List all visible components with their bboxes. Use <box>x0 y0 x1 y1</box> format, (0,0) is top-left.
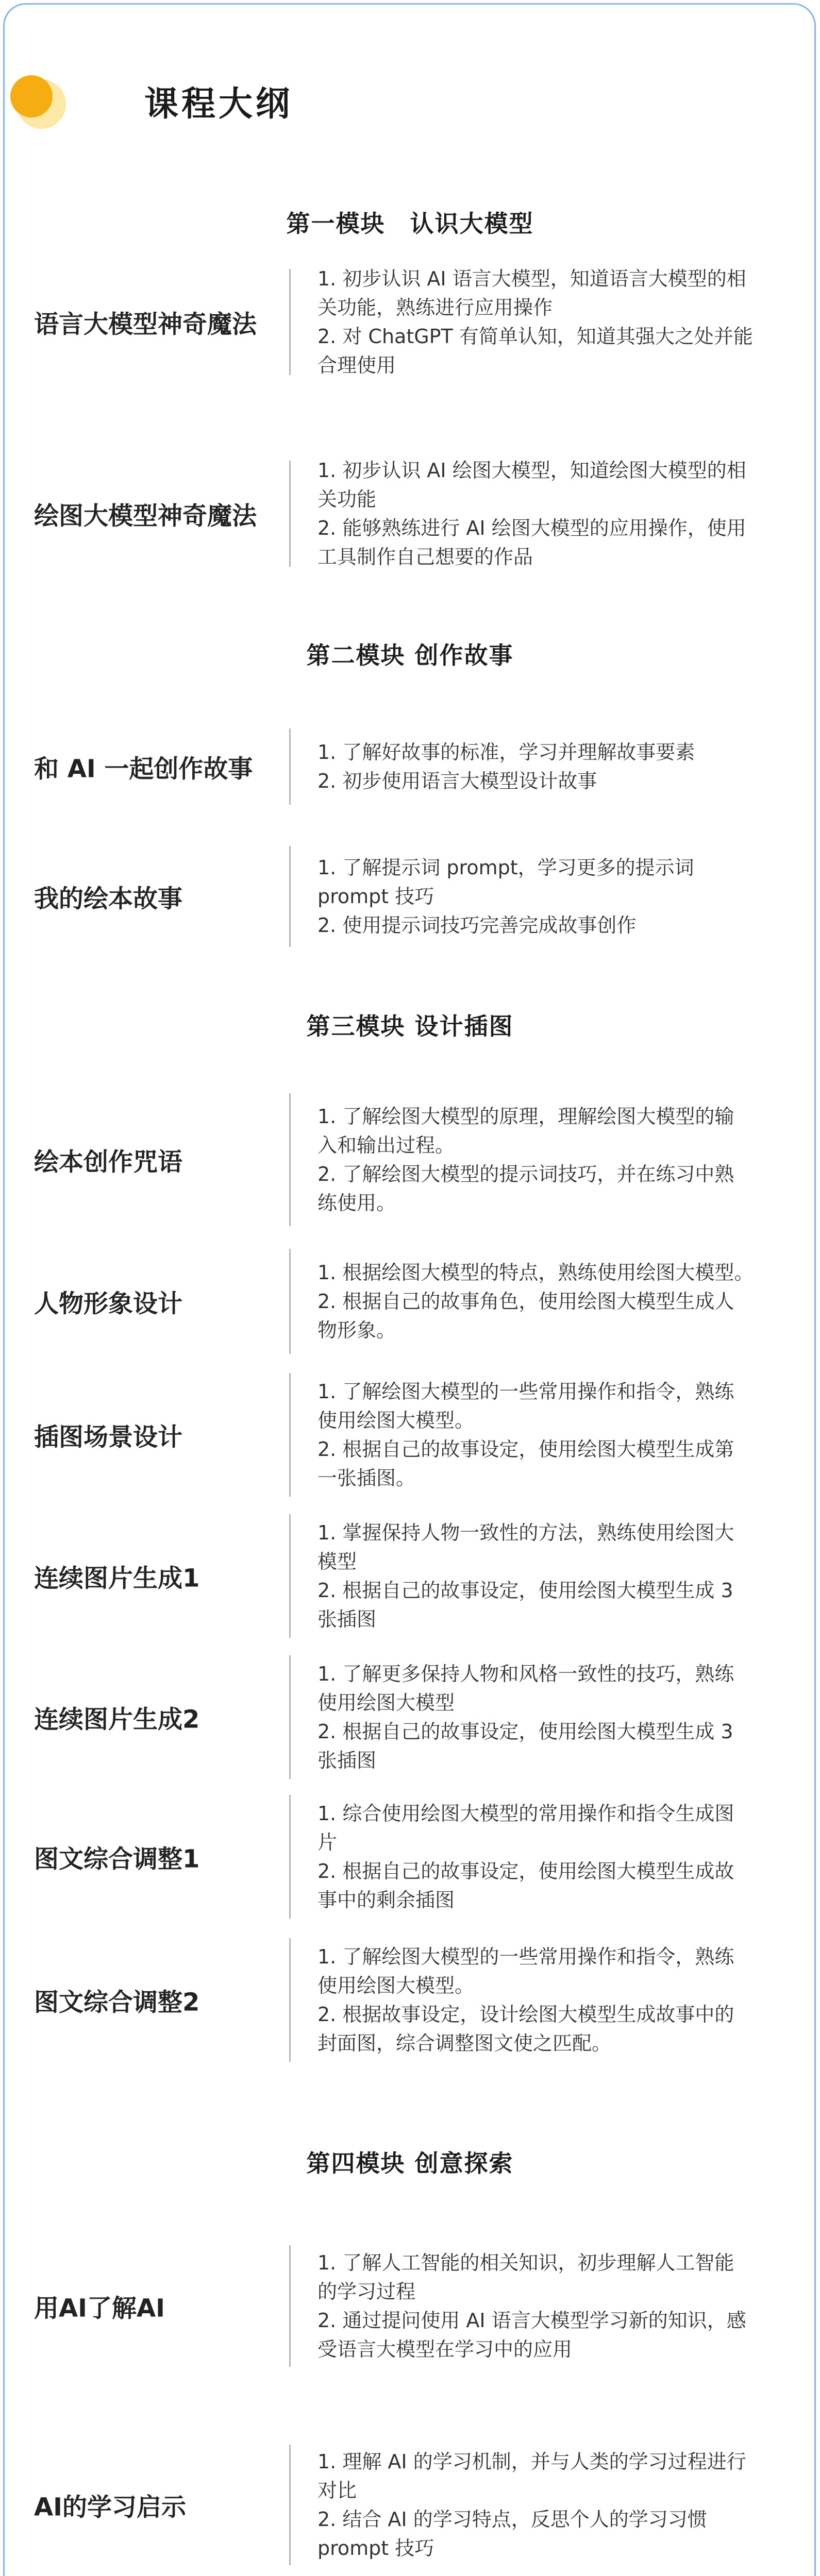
course-row <box>0 1655 820 1779</box>
divider-line <box>289 269 291 375</box>
description-line: 入和输出过程。 <box>317 1134 455 1157</box>
circle-logo-icon <box>10 75 68 133</box>
description-line: 2. 根据自己的故事设定，使用绘图大模型生成故 <box>317 1860 734 1883</box>
course-row <box>0 1093 820 1226</box>
course-row <box>0 728 820 805</box>
divider-line <box>289 1514 291 1638</box>
description-line: 2. 使用提示词技巧完善完成故事创作 <box>317 914 637 937</box>
description-line: 张插图 <box>317 1608 377 1631</box>
description-line: 的学习过程 <box>317 2280 416 2303</box>
description-line: 2. 根据自己的故事角色，使用绘图大模型生成人 <box>317 1290 734 1313</box>
description-line: 关功能，熟练进行应用操作 <box>317 296 553 319</box>
module-title: 第一模块 认识大模型 <box>286 210 534 238</box>
description-line: 使用绘图大模型。 <box>317 1974 475 1997</box>
description-line: 一张插图。 <box>317 1467 416 1489</box>
course-row <box>0 846 820 947</box>
description-line: 2. 根据自己的故事设定，使用绘图大模型生成第 <box>317 1438 734 1461</box>
divider-line <box>289 1093 291 1226</box>
page-title: 课程大纲 <box>144 84 293 124</box>
course-description <box>317 1377 781 1493</box>
course-description <box>317 1102 781 1217</box>
course-row <box>0 1249 820 1354</box>
module-title: 第三模块 设计插图 <box>306 1012 514 1040</box>
course-description <box>317 1659 781 1775</box>
description-line: prompt 技巧 <box>317 2537 434 2560</box>
divider-line <box>289 461 291 567</box>
course-description <box>317 264 781 380</box>
divider-line <box>289 1373 291 1497</box>
description-line: 1. 初步认识 AI 语言大模型，知道语言大模型的相 <box>317 267 746 290</box>
description-line: 1. 理解 AI 的学习机制，并与人类的学习过程进行 <box>317 2450 746 2473</box>
course-name: 人物形象设计 <box>34 1289 183 1318</box>
course-description <box>317 2447 781 2563</box>
description-line: 2. 根据自己的故事设定，使用绘图大模型生成 3 <box>317 1579 733 1602</box>
course-row <box>0 269 820 375</box>
divider-line <box>289 2245 291 2367</box>
course-name: 连续图片生成1 <box>34 1564 200 1593</box>
description-line: 2. 了解绘图大模型的提示词技巧，并在练习中熟 <box>317 1163 734 1185</box>
course-name: 绘图大模型神奇魔法 <box>34 501 257 531</box>
description-line: 封面图，综合调整图文使之匹配。 <box>317 2032 612 2055</box>
description-line: 使用绘图大模型。 <box>317 1409 475 1432</box>
course-name: 插图场景设计 <box>34 1422 183 1452</box>
module-title: 第四模块 创意探索 <box>306 2149 514 2177</box>
divider-line <box>289 1655 291 1779</box>
description-line: 1. 初步认识 AI 绘图大模型，知道绘图大模型的相 <box>317 459 746 482</box>
course-row <box>0 461 820 567</box>
course-row <box>0 2445 820 2565</box>
description-line: 使用绘图大模型 <box>317 1691 455 1714</box>
divider-line <box>289 1938 291 2062</box>
description-line: 1. 掌握保持人物一致性的方法，熟练使用绘图大 <box>317 1521 734 1544</box>
course-row <box>0 1938 820 2062</box>
module-title: 第二模块 创作故事 <box>306 641 514 669</box>
description-line: 1. 根据绘图大模型的特点，熟练使用绘图大模型。 <box>317 1261 754 1284</box>
course-name: 语言大模型神奇魔法 <box>34 310 257 339</box>
course-name: 图文综合调整2 <box>34 1988 200 2017</box>
description-line: 2. 结合 AI 的学习特点，反思个人的学习习惯 <box>317 2508 707 2531</box>
course-name: 用AI了解AI <box>34 2294 165 2323</box>
description-line: 受语言大模型在学习中的应用 <box>317 2338 573 2361</box>
description-line: 物形象。 <box>317 1319 396 1342</box>
description-line: 1. 了解更多保持人物和风格一致性的技巧，熟练 <box>317 1663 734 1685</box>
description-line: 2. 对 ChatGPT 有简单认知，知道其强大之处并能 <box>317 325 753 348</box>
course-name: 和 AI 一起创作故事 <box>34 754 253 784</box>
course-name: 连续图片生成2 <box>34 1705 200 1734</box>
course-name: 绘本创作咒语 <box>34 1147 183 1177</box>
description-line: 合理使用 <box>317 354 396 377</box>
course-name: 我的绘本故事 <box>34 884 183 913</box>
description-line: 1. 了解人工智能的相关知识，初步理解人工智能 <box>317 2251 734 2274</box>
description-line: 2. 根据故事设定，设计绘图大模型生成故事中的 <box>317 2003 734 2026</box>
description-line: 事中的剩余插图 <box>317 1889 455 1911</box>
description-line: 练使用。 <box>317 1192 396 1214</box>
description-line: 1. 了解提示词 prompt，学习更多的提示词 <box>317 856 694 879</box>
course-description <box>317 2248 781 2364</box>
divider-line <box>289 1795 291 1919</box>
description-line: 1. 综合使用绘图大模型的常用操作和指令生成图 <box>317 1802 734 1825</box>
description-line: 对比 <box>317 2479 357 2502</box>
description-line: 关功能 <box>317 488 377 511</box>
description-line: 工具制作自己想要的作品 <box>317 546 533 568</box>
course-name: 图文综合调整1 <box>34 1844 200 1874</box>
description-line: 1. 了解绘图大模型的原理，理解绘图大模型的输 <box>317 1105 734 1128</box>
description-line: 片 <box>317 1831 338 1854</box>
description-line: 模型 <box>317 1550 357 1573</box>
course-description <box>317 738 781 795</box>
description-line: 2. 初步使用语言大模型设计故事 <box>317 770 597 792</box>
divider-line <box>289 846 291 947</box>
description-line: prompt 技巧 <box>317 885 434 908</box>
description-line: 2. 能够熟练进行 AI 绘图大模型的应用操作，使用 <box>317 517 746 539</box>
course-row <box>0 2245 820 2367</box>
description-line: 1. 了解绘图大模型的一些常用操作和指令，熟练 <box>317 1380 734 1403</box>
description-line: 1. 了解好故事的标准，学习并理解故事要素 <box>317 741 695 764</box>
description-line: 2. 通过提问使用 AI 语言大模型学习新的知识，感 <box>317 2309 746 2332</box>
description-line: 2. 根据自己的故事设定，使用绘图大模型生成 3 <box>317 1720 733 1743</box>
course-row <box>0 1373 820 1497</box>
divider-line <box>289 1249 291 1354</box>
course-description <box>317 1518 781 1634</box>
course-row <box>0 1514 820 1638</box>
description-line: 张插图 <box>317 1749 377 1772</box>
course-description <box>317 853 781 940</box>
course-description <box>317 456 781 571</box>
course-description <box>317 1258 781 1345</box>
divider-line <box>289 2445 291 2565</box>
description-line: 1. 了解绘图大模型的一些常用操作和指令，熟练 <box>317 1945 734 1968</box>
course-description <box>317 1799 781 1914</box>
course-description <box>317 1942 781 2058</box>
course-name: AI的学习启示 <box>34 2493 187 2522</box>
divider-line <box>289 728 291 805</box>
course-row <box>0 1795 820 1919</box>
